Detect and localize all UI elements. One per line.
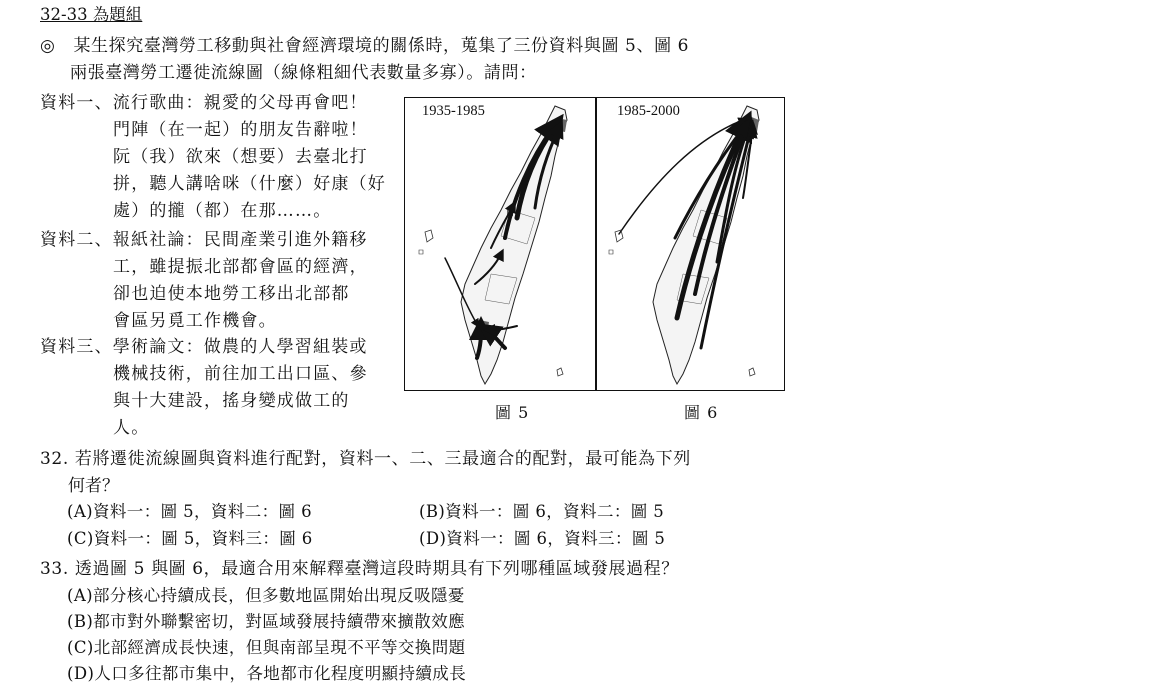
source-1 bbox=[40, 90, 386, 225]
intro-text-1: 某生探究臺灣勞工移動與社會經濟環境的關係時，蒐集了三份資料與圖 5、圖 6 bbox=[73, 36, 690, 56]
q33-option-a[interactable]: (A)部分核心持續成長，但多數地區開始出現反吸隱憂 bbox=[67, 586, 465, 605]
map-6-period: 1985-2000 bbox=[617, 103, 680, 119]
source-3-line-4: 人。 bbox=[113, 418, 150, 438]
source-2-line-4: 會區另覓工作機會。 bbox=[113, 311, 277, 331]
q32-option-a[interactable]: (A)資料一：圖 5，資料二：圖 6 bbox=[67, 502, 312, 521]
group-title: 32-33 為題組 bbox=[40, 5, 143, 24]
intro-line-1 bbox=[40, 34, 689, 58]
source-2-line-1: 資料二、報紙社論：民間產業引進外籍移 bbox=[40, 230, 368, 250]
q33-stem: 33. 透過圖 5 與圖 6，最適合用來解釋臺灣這段時期具有下列哪種區域發展過程？ bbox=[40, 559, 679, 579]
source-2-line-3: 卻也迫使本地勞工移出北部都 bbox=[113, 284, 350, 304]
intro-marker: ◎ bbox=[40, 36, 56, 56]
q32-stem-line-2: 何者？ bbox=[68, 476, 119, 496]
map-6-caption: 圖 6 bbox=[684, 403, 719, 422]
map-5-taiwan-migration bbox=[405, 98, 595, 390]
q32-option-c[interactable]: (C)資料一：圖 5，資料三：圖 6 bbox=[67, 529, 313, 548]
source-1-line-1: 資料一、流行歌曲：親愛的父母再會吧！ bbox=[40, 93, 368, 113]
source-1-line-5: 處）的攏（都）在那……。 bbox=[113, 201, 332, 221]
source-3-line-1: 資料三、學術論文：做農的人學習組裝或 bbox=[40, 337, 368, 357]
map-6-taiwan-migration bbox=[597, 98, 784, 390]
q32-option-d[interactable]: (D)資料一：圖 6，資料三：圖 5 bbox=[419, 529, 666, 548]
q32-stem-line-1: 32. 若將遷徙流線圖與資料進行配對，資料一、二、三最適合的配對，最可能為下列 bbox=[40, 449, 691, 469]
map-5-caption: 圖 5 bbox=[495, 403, 530, 422]
source-2-line-2: 工，雖提振北部都會區的經濟， bbox=[113, 257, 368, 277]
source-3-line-3: 與十大建設，搖身變成做工的 bbox=[113, 391, 350, 411]
source-3 bbox=[40, 334, 368, 442]
source-1-line-2: 門陣（在一起）的朋友告辭啦！ bbox=[113, 120, 368, 140]
q33-option-d[interactable]: (D)人口多往都市集中，各地都市化程度明顯持續成長 bbox=[67, 664, 467, 683]
source-1-line-4: 拼，聽人講啥咪（什麼）好康（好 bbox=[113, 174, 386, 194]
intro-line-2: 兩張臺灣勞工遷徙流線圖（線條粗細代表數量多寡）。請問： bbox=[70, 63, 537, 83]
source-1-line-3: 阮（我）欲來（想要）去臺北打 bbox=[113, 147, 368, 167]
q33-option-c[interactable]: (C)北部經濟成長快速，但與南部呈現不平等交換問題 bbox=[67, 638, 466, 657]
source-2 bbox=[40, 227, 368, 335]
map-5-period: 1935-1985 bbox=[422, 103, 485, 119]
source-3-line-2: 機械技術，前往加工出口區、參 bbox=[113, 364, 368, 384]
q32-option-b[interactable]: (B)資料一：圖 6，資料二：圖 5 bbox=[419, 502, 665, 521]
q33-option-b[interactable]: (B)都市對外聯繫密切，對區域發展持續帶來擴散效應 bbox=[67, 612, 465, 631]
